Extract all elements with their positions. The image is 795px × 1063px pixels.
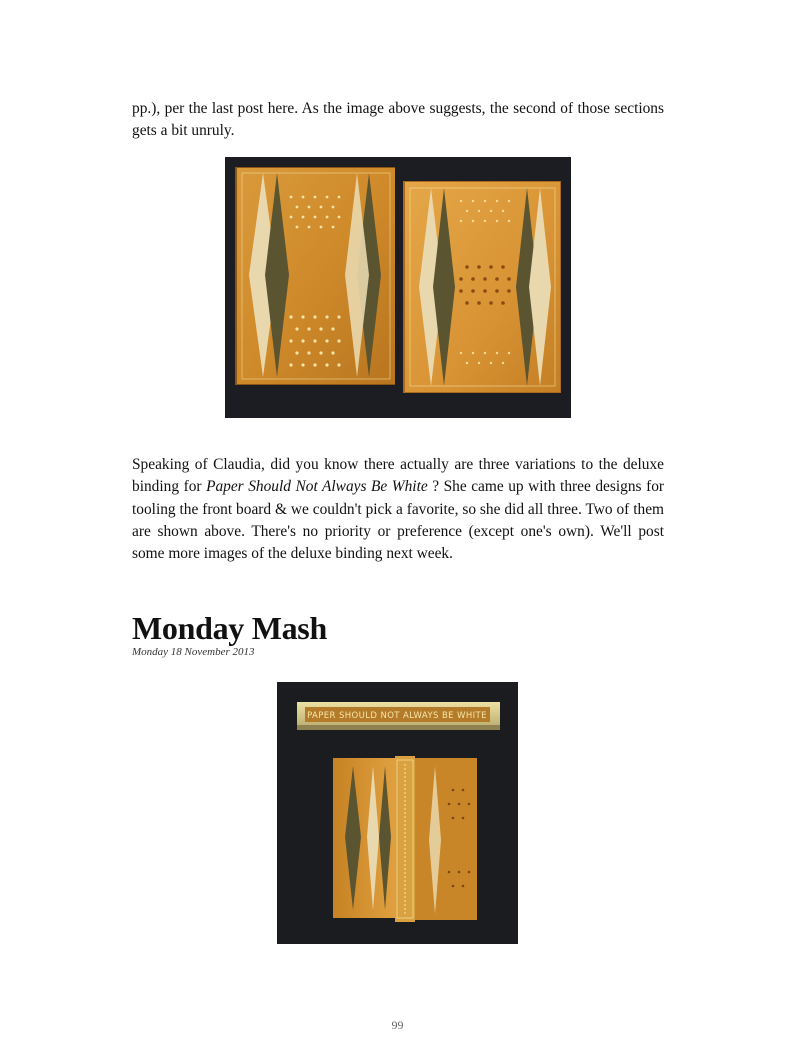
book-left <box>235 167 395 385</box>
body-paragraph <box>132 454 664 565</box>
spine-photo-drawing <box>277 682 518 944</box>
page-number: 99 <box>391 1018 404 1032</box>
bindings-photo-drawing <box>225 157 571 418</box>
slipcase-title: PAPER SHOULD NOT ALWAYS BE WHITE <box>307 711 487 721</box>
slipcase <box>297 702 500 730</box>
intro-text: pp.), per the last post here. As the image above suggests, the second of those sections gets a bit unruly. <box>132 100 664 140</box>
body-text-after: ? She came up with three designs for tooling the front board & we couldn't pick a favorite, so she did all three. Two of them are shown above. There's no priority or preference (except one's own). We'll post some more images of the deluxe binding next week. <box>132 478 665 563</box>
body-text-before: Speaking of Claudia, did you know there actually are three variations to the deluxe binding for <box>132 456 664 496</box>
intro-paragraph <box>132 98 664 143</box>
bindings-photo <box>225 157 571 418</box>
book-title: Paper Should Not Always Be White <box>206 478 428 496</box>
spine-photo <box>277 682 518 944</box>
book-right <box>403 181 561 393</box>
post-title: Monday Mash <box>132 610 327 646</box>
book-standing <box>333 756 477 922</box>
post-date: Monday 18 November 2013 <box>132 646 255 658</box>
